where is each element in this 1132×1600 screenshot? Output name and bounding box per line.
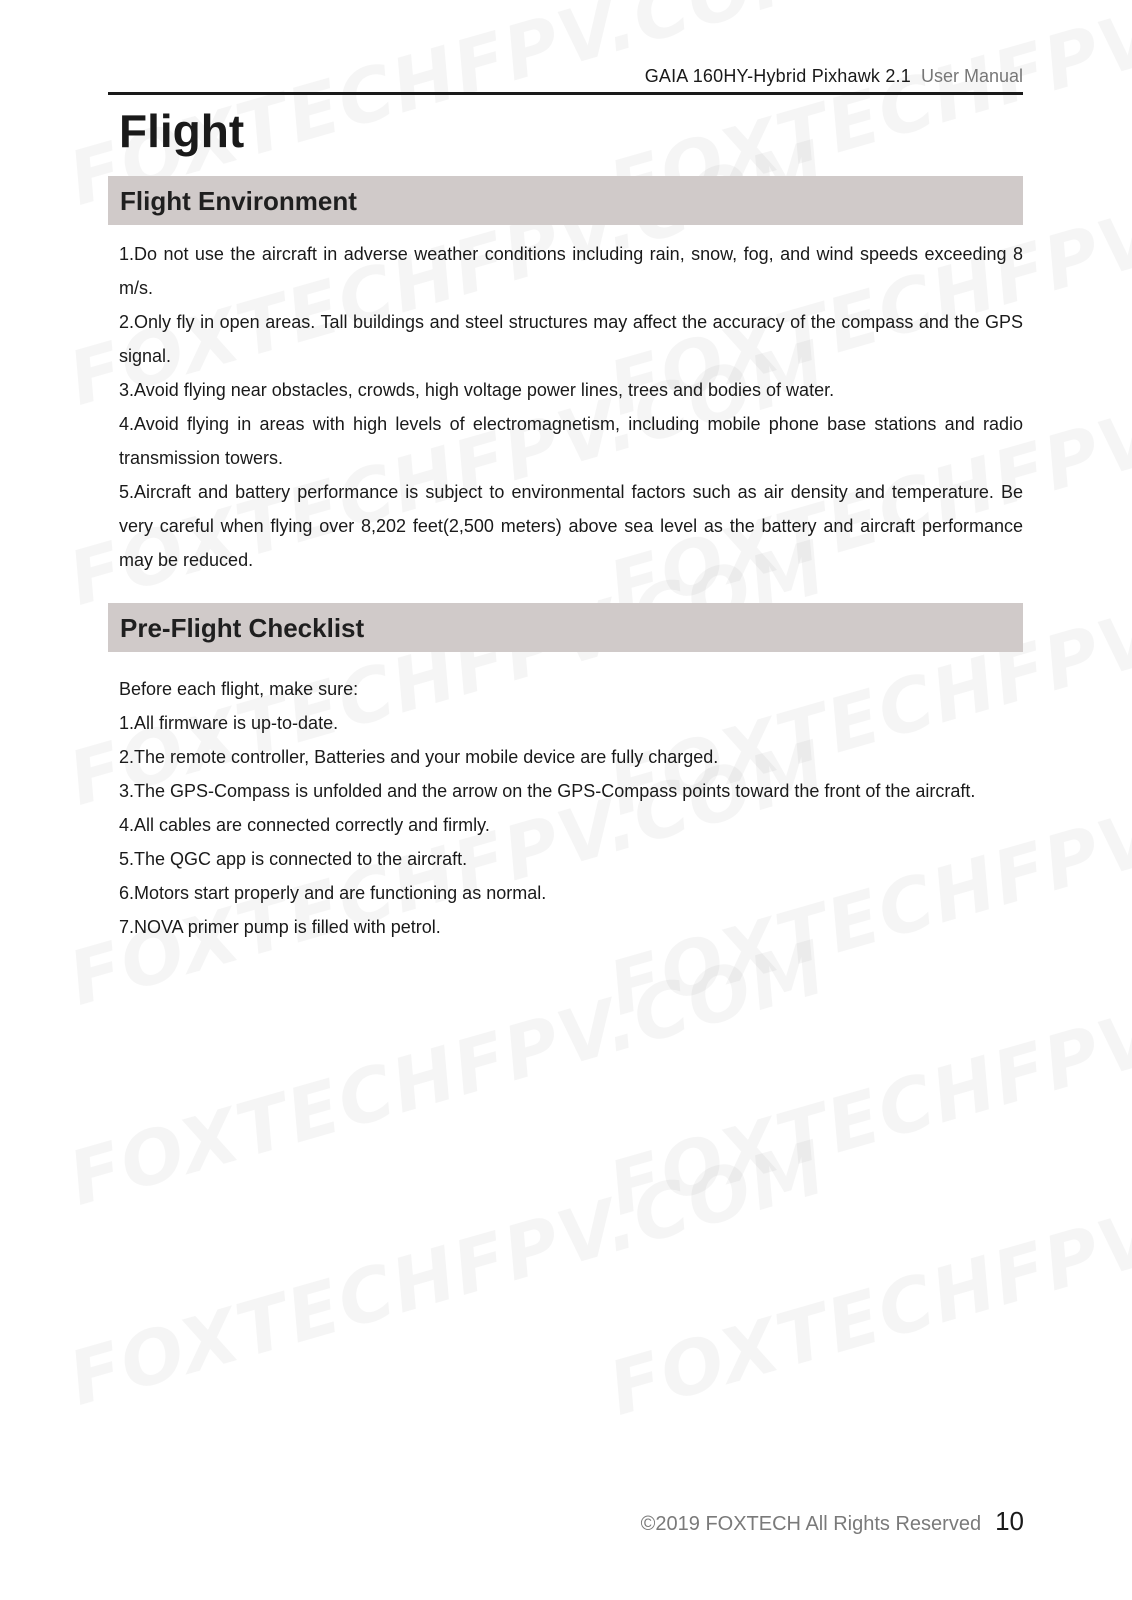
watermark [600, 934, 1132, 1232]
header-rule [108, 92, 1023, 95]
list-item: 3.The GPS-Compass is unfolded and the arrow on the GPS-Compass points toward the front of the aircraft. [119, 781, 976, 801]
list-item: 1.All firmware is up-to-date. [119, 713, 339, 733]
section-title: Flight Environment [120, 186, 357, 216]
checklist-intro: Before each flight, make sure: [119, 679, 359, 699]
header-model: GAIA 160HY-Hybrid Pixhawk 2.1 [644, 66, 911, 86]
list-item: 5.The QGC app is connected to the aircraft. [119, 849, 468, 869]
list-item: 3.Avoid flying near obstacles, crowds, high voltage power lines, trees and bodies of water. [119, 380, 835, 400]
page-header [108, 62, 1023, 92]
section-title: Pre-Flight Checklist [120, 613, 365, 643]
page-number: 10 [995, 1506, 1024, 1536]
section-header-environment [108, 176, 1023, 225]
section-header-checklist [108, 603, 1023, 652]
header-doc-type: User Manual [920, 66, 1023, 86]
watermark [60, 1124, 836, 1422]
page-footer [641, 1506, 1024, 1537]
list-item: 2.The remote controller, Batteries and your mobile device are fully charged. [119, 747, 719, 767]
environment-list [119, 237, 1023, 577]
list-item: 1.Do not use the aircraft in adverse weather conditions including rain, snow, fog, and wind speeds exceeding 8 m/s. [119, 244, 1023, 298]
page-title: Flight [119, 105, 245, 157]
checklist-list [119, 672, 1023, 944]
watermark [60, 924, 836, 1222]
list-item: 6.Motors start properly and are functioning as normal. [119, 883, 547, 903]
list-item: 2.Only fly in open areas. Tall buildings and steel structures may affect the accuracy of the compass and the GPS signal. [119, 312, 1023, 366]
list-item: 5.Aircraft and battery performance is subject to environmental factors such as air density and temperature. Be very careful when flying over 8,202 feet(2,500 meters) above sea level as the battery and aircraft performance may be reduced. [119, 482, 1023, 570]
list-item: 7.NOVA primer pump is filled with petrol. [119, 917, 441, 937]
watermark [600, 1134, 1132, 1432]
list-item: 4.Avoid flying in areas with high levels of electromagnetism, including mobile phone base stations and radio transmission towers. [119, 414, 1023, 468]
list-item: 4.All cables are connected correctly and firmly. [119, 815, 490, 835]
header-text [645, 66, 1023, 87]
footer-copyright: ©2019 FOXTECH All Rights Reserved [640, 1513, 982, 1535]
